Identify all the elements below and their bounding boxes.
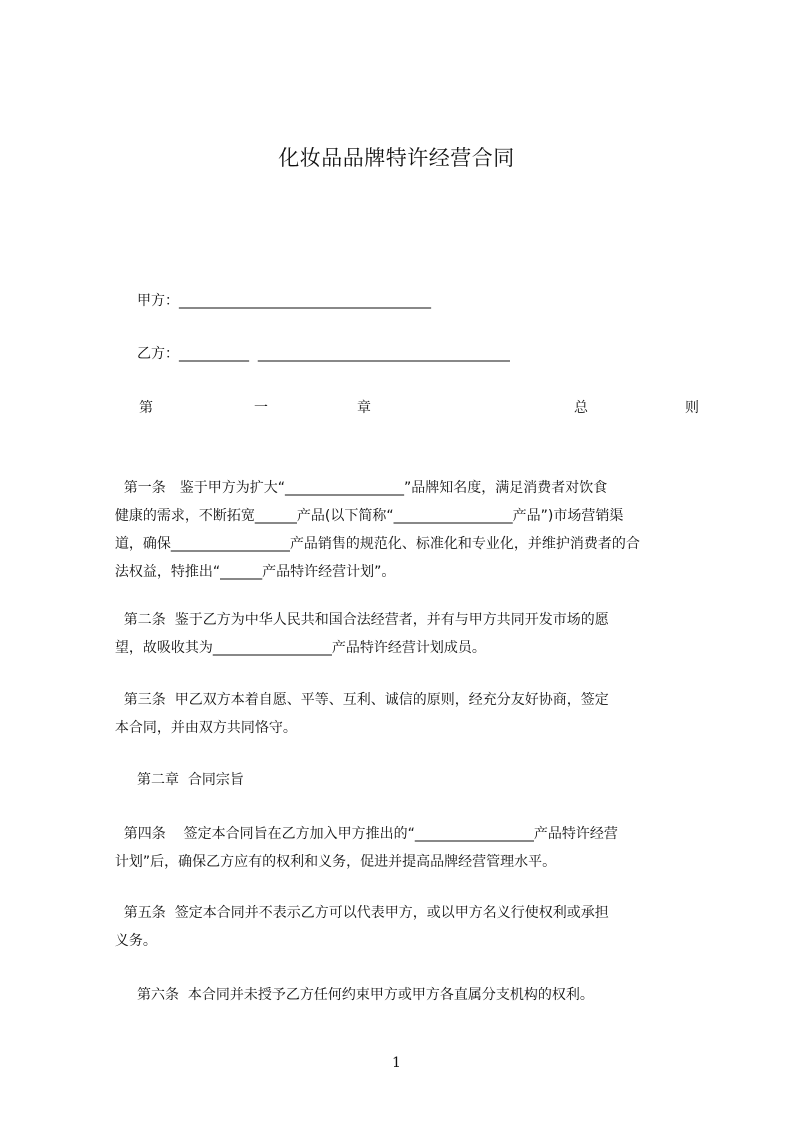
article-4 bbox=[106, 820, 702, 876]
article-1 bbox=[106, 474, 702, 586]
chapter-one-heading bbox=[139, 398, 705, 418]
page-number: 1 bbox=[392, 1055, 401, 1071]
article-line: 第五条 签定本合同并不表示乙方可以代表甲方，或以甲方名义行使权利或承担 bbox=[106, 905, 609, 921]
article-line: 健康的需求，不断拓宽______产品(以下简称“_________________产品”)市场营销渠 bbox=[106, 508, 624, 524]
article-6: 第六条 本合同并未授予乙方任何约束甲方或甲方各直属分支机构的权利。 bbox=[137, 987, 594, 1003]
article-5 bbox=[106, 899, 702, 955]
article-3 bbox=[106, 686, 702, 742]
article-line: 第二条 鉴于乙方为中华人民共和国合法经营者，并有与甲方共同开发市场的愿 bbox=[106, 612, 609, 628]
party-a-line: 甲方：____________________________________ bbox=[137, 293, 431, 309]
chapter-one-char: 总 bbox=[574, 400, 588, 416]
article-line: 计划”后，确保乙方应有的权利和义务，促进并提高品牌经营管理水平。 bbox=[106, 854, 557, 870]
article-line: 第三条 甲乙双方本着自愿、平等、互利、诚信的原则，经充分友好协商，签定 bbox=[106, 692, 609, 708]
contract-title: 化妆品品牌特许经营合同 bbox=[278, 146, 515, 170]
article-line: 法权益，特推出“______产品特许经营计划”。 bbox=[106, 564, 396, 580]
article-2 bbox=[106, 606, 702, 662]
article-line: 第四条 签定本合同旨在乙方加入甲方推出的“_________________产品特许经营 bbox=[106, 826, 618, 842]
chapter-two-heading: 第二章 合同宗旨 bbox=[137, 772, 244, 788]
article-line: 本合同，并由双方共同恪守。 bbox=[106, 720, 297, 736]
article-line: 第一条 鉴于甲方为扩大“_________________”品牌知名度，满足消费者对饮食 bbox=[106, 480, 608, 496]
article-line: 望，故吸收其为_________________产品特许经营计划成员。 bbox=[106, 640, 486, 656]
article-line: 义务。 bbox=[106, 933, 157, 949]
chapter-one-char: 第 bbox=[139, 400, 153, 416]
chapter-one-char: 则 bbox=[685, 400, 699, 416]
party-b-line: 乙方：__________ ____________________________________ bbox=[137, 346, 510, 362]
chapter-one-char: 章 bbox=[357, 400, 371, 416]
article-line: 道，确保_________________产品销售的规范化、标准化和专业化，并维护消费者的合 bbox=[106, 536, 640, 552]
chapter-one-char: 一 bbox=[254, 400, 268, 416]
